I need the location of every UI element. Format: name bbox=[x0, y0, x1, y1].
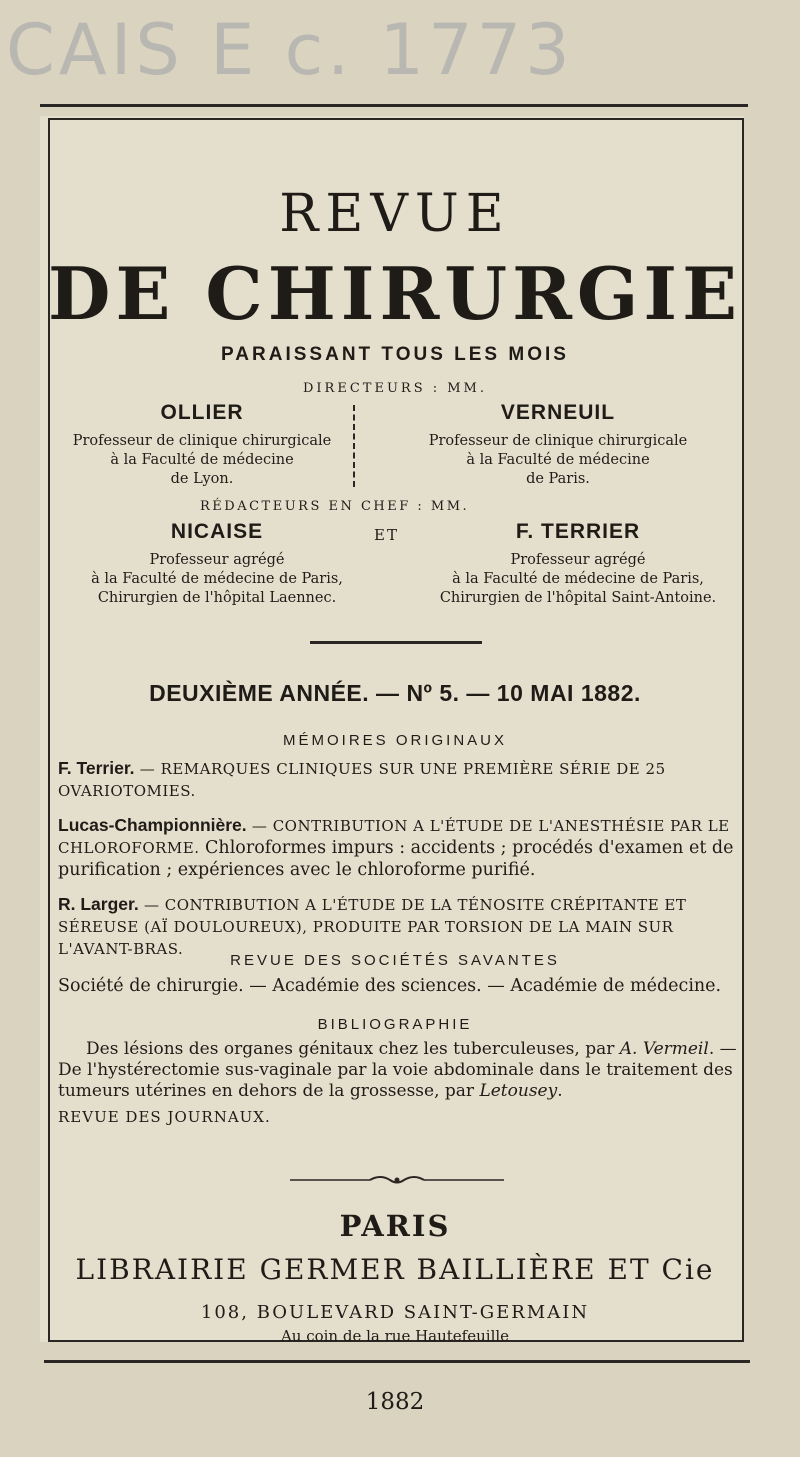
handwritten-annotation: CAIS E c. 1773 bbox=[6, 9, 574, 91]
memoire-entry bbox=[58, 893, 738, 960]
publisher-city: PARIS bbox=[339, 1209, 451, 1243]
section-heading-memoires: MÉMOIRES ORIGINAUX bbox=[282, 732, 508, 749]
directeur-left-line: de Lyon. bbox=[170, 471, 234, 487]
redacteur-right-line: Professeur agrégé bbox=[510, 552, 646, 568]
publisher-address: 108, BOULEVARD SAINT-GERMAIN bbox=[200, 1302, 590, 1323]
memoire-author: R. Larger. bbox=[58, 894, 139, 914]
biblio-author: A. Vermeil bbox=[619, 1039, 709, 1059]
directeur-left-line: à la Faculté de médecine bbox=[110, 452, 294, 468]
bibliographie-text bbox=[58, 1039, 738, 1102]
directeurs-heading: DIRECTEURS : MM. bbox=[303, 381, 487, 396]
directeur-right bbox=[382, 400, 734, 489]
decorative-ornament bbox=[290, 1174, 504, 1186]
section-heading-bibliographie: BIBLIOGRAPHIE bbox=[317, 1016, 473, 1033]
memoire-title: — CONTRIBUTION A L'ÉTUDE DE L'ANESTHÉSIE PAR LE CHLOROFORME. bbox=[58, 817, 730, 857]
memoire-entry bbox=[58, 757, 738, 802]
redacteur-left-line: Professeur agrégé bbox=[149, 552, 285, 568]
memoire-entry bbox=[58, 814, 738, 881]
brace-divider bbox=[353, 405, 359, 487]
separator-rule bbox=[310, 641, 482, 644]
redacteur-left-line: Chirurgien de l'hôpital Laennec. bbox=[97, 590, 337, 606]
section-heading-societes: REVUE DES SOCIÉTÉS SAVANTES bbox=[230, 952, 560, 969]
conjunction-et: ET bbox=[374, 526, 399, 544]
journal-title-line1: REVUE bbox=[279, 184, 511, 244]
top-rule bbox=[40, 104, 748, 107]
directeur-left-line: Professeur de clinique chirurgicale bbox=[72, 433, 332, 449]
memoire-author: Lucas-Championnière. bbox=[58, 815, 247, 835]
directeur-left bbox=[52, 400, 352, 489]
publisher-name: LIBRAIRIE GERMER BAILLIÈRE ET Cie bbox=[75, 1253, 715, 1286]
issue-line: DEUXIÈME ANNÉE. — Nº 5. — 10 MAI 1882. bbox=[149, 680, 641, 706]
memoire-title: — CONTRIBUTION A L'ÉTUDE DE LA TÉNOSITE CRÉPITANTE ET SÉREUSE (AÏ DOULOUREUX), PRODUITE PAR TORSION DE LA MAIN SUR L'AVANT-BRAS. bbox=[58, 896, 687, 958]
revue-des-journaux: REVUE DES JOURNAUX. bbox=[58, 1108, 271, 1126]
redacteur-left bbox=[52, 519, 382, 608]
biblio-part: Des lésions des organes génitaux chez les tuberculeuses, par bbox=[86, 1039, 620, 1059]
directeur-right-line: de Paris. bbox=[526, 471, 590, 487]
publication-year: 1882 bbox=[365, 1389, 425, 1415]
publication-frequency: PARAISSANT TOUS LES MOIS bbox=[221, 344, 569, 365]
year-rule bbox=[389, 1362, 405, 1363]
journal-title-line2: DE CHIRURGIE bbox=[48, 251, 742, 336]
redacteur-right-name: F. TERRIER bbox=[515, 520, 641, 543]
memoires-list bbox=[58, 757, 738, 972]
biblio-part: . — De l'hystérectomie sus-vaginale par la voie abdominale dans le traitement des tumeurs utérines en dehors de la grossesse, par bbox=[58, 1039, 737, 1101]
redacteur-right-line: Chirurgien de l'hôpital Saint-Antoine. bbox=[439, 590, 717, 606]
memoire-author: F. Terrier. bbox=[58, 758, 135, 778]
redacteur-right bbox=[418, 519, 738, 608]
societes-list: Société de chirurgie. — Académie des sciences. — Académie de médecine. bbox=[58, 976, 722, 996]
directeur-right-line: Professeur de clinique chirurgicale bbox=[428, 433, 688, 449]
biblio-part: . bbox=[557, 1081, 563, 1101]
directeur-right-name: VERNEUIL bbox=[500, 401, 616, 424]
memoire-detail: Chloroformes impurs : accidents ; procédés d'examen et de purification ; expériences avec le chloroforme purifié. bbox=[58, 838, 734, 880]
publisher-corner: Au coin de la rue Hautefeuille bbox=[280, 1327, 510, 1345]
redacteurs-heading: RÉDACTEURS EN CHEF : MM. bbox=[200, 499, 470, 514]
directeur-left-name: OLLIER bbox=[160, 401, 244, 424]
redacteur-left-line: à la Faculté de médecine de Paris, bbox=[91, 571, 343, 587]
memoire-title: — REMARQUES CLINIQUES SUR UNE PREMIÈRE SÉRIE DE 25 OVARIOTOMIES. bbox=[58, 760, 666, 800]
redacteur-left-name: NICAISE bbox=[170, 520, 264, 543]
directeur-right-line: à la Faculté de médecine bbox=[466, 452, 650, 468]
biblio-author: Letousey bbox=[479, 1081, 558, 1101]
redacteur-right-line: à la Faculté de médecine de Paris, bbox=[452, 571, 704, 587]
